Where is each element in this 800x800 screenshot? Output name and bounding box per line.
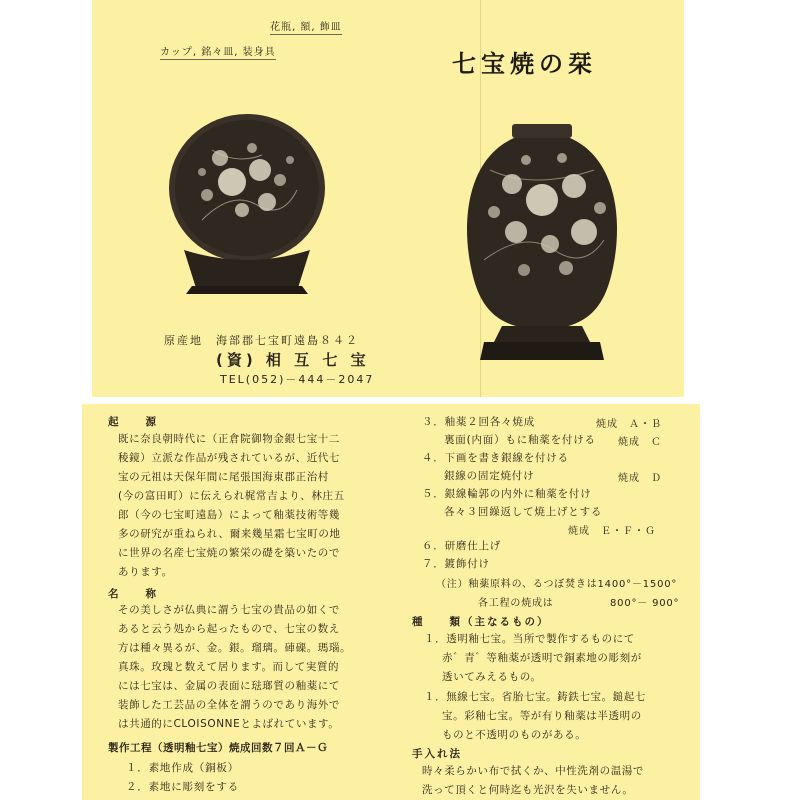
text-line: 透いてみえるもの。 [442,671,542,683]
care-heading: 手入れ法 [412,748,462,760]
process-step-5: ５．銀線輪郭の内外に釉薬を付け [422,488,592,500]
process-step-2: ２．素地に彫刻をする [126,781,239,793]
text-line: に世界の名産七宝焼の繁栄の礎を築いたので [118,547,340,559]
text-line: あります。 [118,566,173,578]
text-line: 郎（今の七宝町遠島）によって釉薬技術等幾 [118,509,340,521]
text-line: には七宝は、金属の表面に琺瑯質の釉薬にて [118,680,340,692]
care-paragraph [422,762,644,800]
vase-illustration [454,120,630,370]
process-step-3b: 裏面(内面）もに釉薬を付ける [444,434,596,446]
types-heading: 種 類（主なるもの） [412,616,550,628]
text-line: １．無線七宝。省胎七宝。鋳鉄七宝。鎚起七 [424,691,646,703]
firing-code-efg: 焼成 Ｅ・Ｆ・Ｇ [568,526,656,537]
plate-illustration [162,110,332,300]
process-heading: 製作工程（透明釉七宝）焼成回数７回Ａ－Ｇ [108,742,328,754]
text-line: ものと不透明のものがある。 [442,729,587,741]
text-line: (今の富田町）に伝えられ梶常吉より、林庄五 [118,490,345,502]
process-step-4: ４．下画を書き銀線を付ける [422,452,569,464]
text-sheet [82,404,700,800]
address: 原産地 海部郡七宝町遠島８４２ [164,334,359,347]
text-line: あると云う処から起ったもので、七宝の数え [118,623,340,635]
text-line: 稜鏡）立派な作品が残されているが、近代七 [118,452,340,464]
firing-code-d: 焼成 Ｄ [618,473,662,484]
text-line: 洗って頂くと何時迄も光沢を失いません。 [422,784,634,796]
text-line: その美しさが仏典に謂う七宝の貴品の如くで [118,604,340,616]
note-second-line: 各工程の焼成は [478,598,554,609]
process-step-1: １．素地作成（銅板） [126,762,239,774]
process-step-7: ７．鍍飾付け [422,558,490,570]
cover-sheet [92,0,684,397]
origin-heading: 起 源 [108,416,158,428]
type-others [424,688,646,745]
text-line: は共通的にCLOISONNEとよばれています。 [118,718,340,730]
text-line: 真珠。玫瑰と数えて居ります。而して実質的 [118,661,340,673]
name-heading: 名 称 [108,588,158,600]
text-line: 時々柔らかい布で拭くか、中性洗剤の温湯で [422,765,644,777]
text-line: 赤゛青゛等釉薬が透明で銅素地の彫刻が [442,652,642,664]
cover-tag-2: カップ, 銘々皿, 装身具 [160,43,276,60]
company-name: (資) 相 互 七 宝 [216,351,370,369]
text-line: 既に奈良朝時代に（正倉院御物金銀七宝十二 [118,433,340,445]
process-step-4b: 銀線の固定焼付け [444,470,535,482]
telephone: TEL(052)－444－2047 [220,373,375,386]
note-line: （注）釉薬原料の、るつぼ焚きは1400°－1500° [436,579,678,590]
process-step-5b: 各々３回繰返して焼上げとする [444,506,603,518]
note-temperature: 800°－ 900° [610,598,680,609]
text-line: 多の研究が重ねられ、爾来幾星霜七宝町の地 [118,528,341,540]
cover-tag-1: 花瓶, 額, 飾皿 [270,18,342,35]
process-step-3: ３．釉薬２回各々焼成 [422,416,535,428]
text-line: 装飾した工芸品の全体を謂うのであり海外で [118,699,340,711]
name-paragraph [118,601,351,734]
process-step-6: ６．研磨仕上げ [422,540,502,552]
page-title: 七宝焼の栞 [452,49,597,78]
type-transparent [424,630,642,687]
text-line: 方は種々異るが、金。銀。瑠璃。硨磲。瑪瑙。 [118,642,352,654]
firing-code-c: 焼成 Ｃ [618,437,662,448]
text-line: 宝の元祖は天保年間に尾張国海東郡正治村 [118,471,329,483]
origin-paragraph [118,430,345,582]
text-line: 宝。彩釉七宝。等が有り釉薬は半透明の [442,710,642,722]
text-line: １．透明釉七宝。当所で製作するものにて [424,633,635,645]
firing-code-ab: 焼成 Ａ・Ｂ [596,419,662,430]
